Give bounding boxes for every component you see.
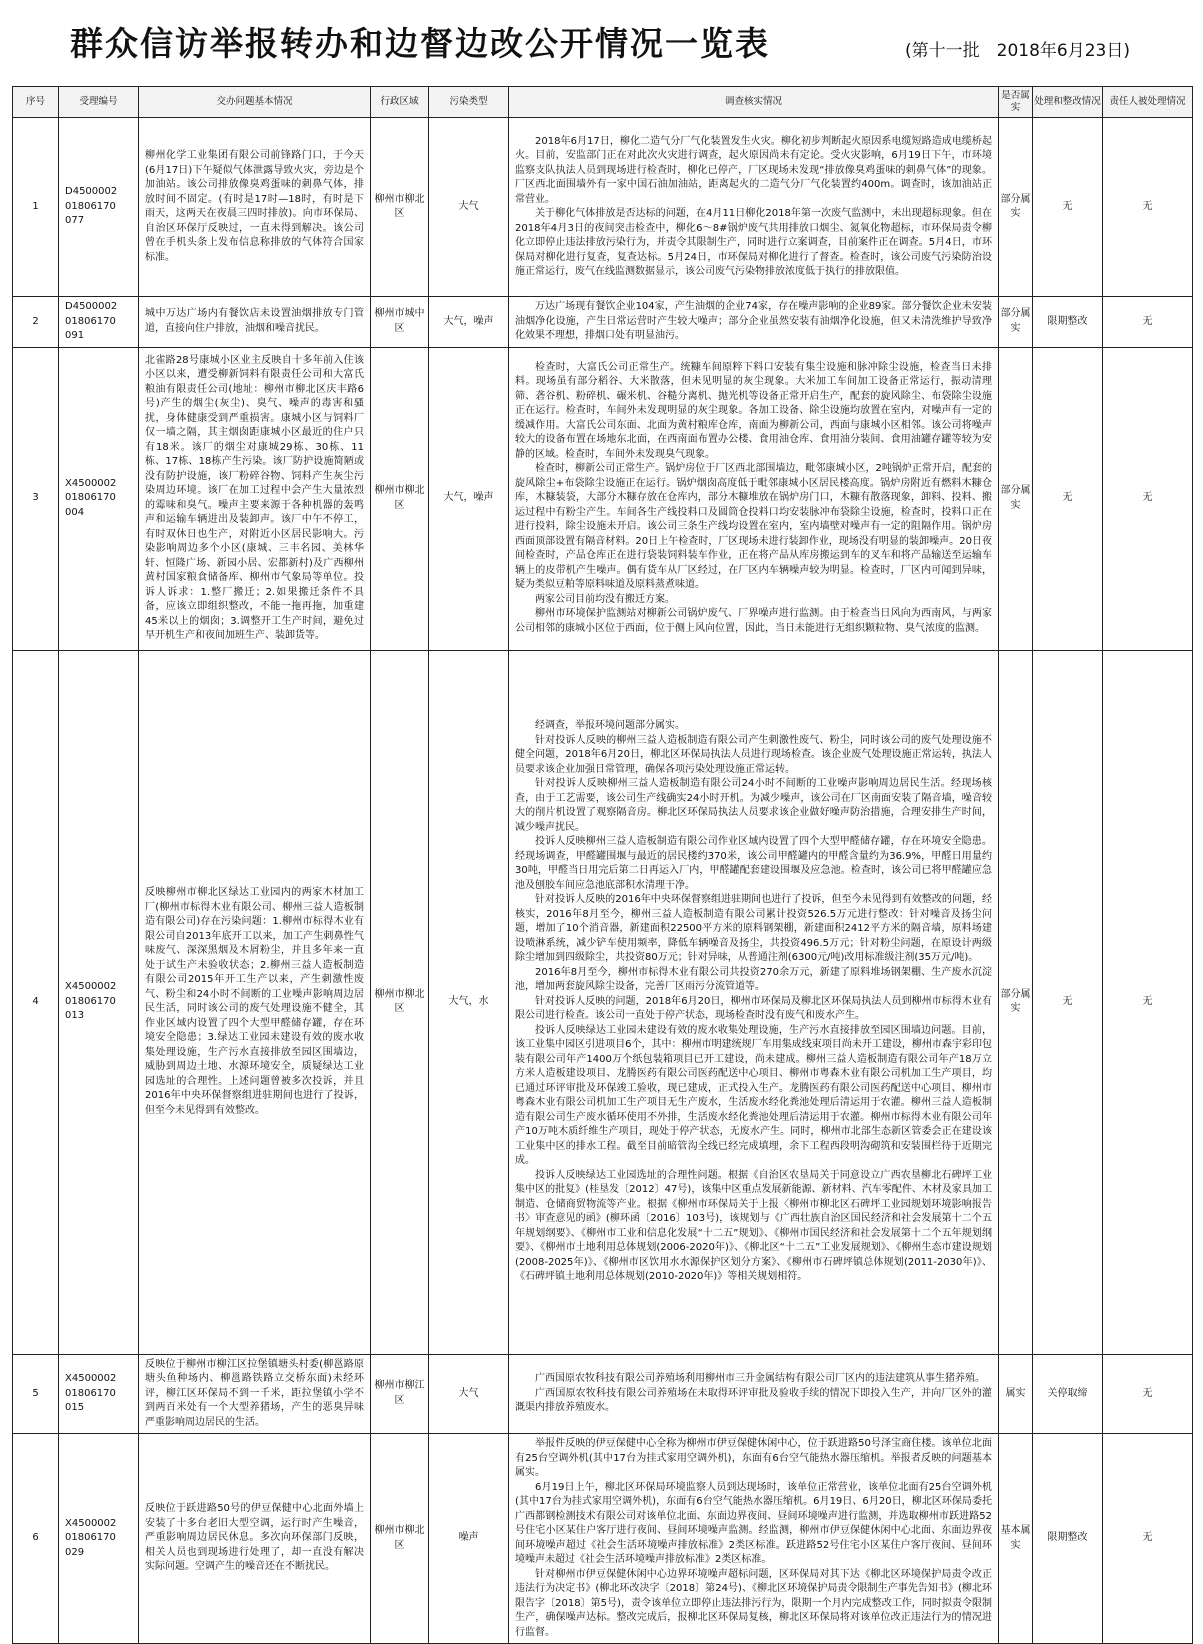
row-accountability: 无 [1103, 347, 1193, 650]
header-row [13, 87, 1193, 118]
table-row [13, 297, 1193, 348]
survey-paragraph: 6月19日上午，柳北区环保局环境监察人员到达现场时，该单位正常营业，该单位北面有25台空调外机(其中17台为挂式家用空调外机)，东面有6台空气能热水器压缩机。6月19日、6月20日，柳北区环保局委托广西都钢检测技术有限公司对该单位北面、东面边界夜间、昼间环境噪声进行监测，并选取柳州市跃进路52号住宅小区某住户客厅进行夜间、昼间环境噪声监测。经监测，柳州市伊豆保健休闲中心北面、东面边界夜间环境噪声超过《社会生活环境噪声排放标准》2类区标准。跃进路52号住宅小区某住户客厅夜间、昼间环境噪声未超过《社会生活环境噪声排放标准》2类区标准。 [515, 1481, 992, 1565]
report-table [12, 86, 1193, 1644]
survey-paragraph: 万达广场现有餐饮企业104家，产生油烟的企业74家，存在噪声影响的企业89家。部分餐饮企业未安装油烟净化设施，产生日常运营时产生较大噪声；部分企业虽然安装有油烟净化设施，但又未清洗维护导致净化效果不理想，排烟口处有明显油污。 [515, 301, 992, 341]
row-seq: 1 [13, 118, 59, 297]
survey-paragraph: 针对投诉人反映柳州三益人造板制造有限公司24小时不间断的工业噪声影响周边居民生活。经现场核查，由于工艺需要，该公司生产线确实24小时开机。为减少噪声，该公司在厂区南面安装了隔音墙，噪音较大的削片机设置了观察隔音房。柳北区环保局执法人员要求该企业做好噪声防治措施，合理安排生产时间，减少噪声扰民。 [515, 778, 992, 833]
row-verified: 属实 [999, 1354, 1033, 1434]
row-survey [509, 297, 999, 348]
row-survey [509, 118, 999, 297]
survey-paragraph: 两家公司目前均没有搬迁方案。 [535, 593, 675, 605]
row-region: 柳州市柳北区 [371, 118, 429, 297]
survey-paragraph: 2016年8月至今，柳州市标得木业有限公司共投资270余万元，新建了原料堆场钢架棚、生产废水沉淀池，增加两套旋风除尘设备，完善厂区雨污分流管道等。 [515, 966, 992, 993]
survey-paragraph: 针对柳州市伊豆保健休闲中心边界环境噪声超标问题，区环保局对其下达《柳北区环境保护局责令改正违法行为决定书》(柳北环改决字〔2018〕第24号)、《柳北区环境保护局责令限制生产事先告知书》(柳北环限告字〔2018〕第5号)，责令该单位立即停止违法排污行为，限期一个月内完成整改工作，同时拟责令限制生产，确保噪声达标。整改完成后，报柳北区环保局复核，柳北区环保局将对该单位改正违法行为的情况进行监督。 [515, 1568, 992, 1638]
row-code: X4500002 01806170 015 [59, 1354, 139, 1434]
row-verified: 部分属实 [999, 650, 1033, 1354]
survey-paragraph: 检查时，柳新公司正常生产。锅炉房位于厂区西北部围墙边，毗邻康城小区，2吨锅炉正常开启，配套的旋风除尘+布袋除尘设施正在运行。锅炉烟囱高度低于毗邻康城小区居民楼高度。锅炉房附近有燃料木糠仓库，木糠装袋，大部分木糠存放在仓库内，部分木糠堆放在锅炉房门口，木糠有散落现象，卸料、投料、搬运过程中有粉尘产生。车间各生产线投料口及圆筒仓投料口均安装脉冲布袋除尘设施，检查时，投料口正在进行投料，除尘设施未开启。该公司三条生产线均设置在室内，室内墙壁对噪声有一定的阻隔作用。锅炉房西面顶部设置有隔音材料。20日上午检查时，厂区现场未进行装卸作业，现场没有明显的装卸噪声。20日夜间检查时，产品仓库正在进行袋装饲料装车作业，正在将产品从库房搬运到车的叉车和将产品输送至运输车辆上的皮带机产生噪声。偶有货车从厂区经过，在厂区内车辆噪声较为明显。检查时，厂区内可闻到异味，疑为类似豆粕等原料味道及原料蒸煮味道。 [515, 463, 992, 591]
row-survey [509, 1434, 999, 1644]
header-verified: 是否属实 [999, 87, 1033, 118]
row-handling: 无 [1033, 347, 1103, 650]
row-seq: 2 [13, 297, 59, 348]
survey-paragraph: 投诉人反映柳州三益人造板制造有限公司作业区域内设置了四个大型甲醛储存罐，存在环境安全隐患。经现场调查，甲醛罐围堰与最近的居民楼约370米，该公司甲醛罐内的甲醛含量约为36.9%，甲醛日用量约30吨，甲醛当日用完后第二日再运入厂内，甲醛罐配套建设围堰及应急池。检查时，该公司已将甲醛罐应急池及刨胶车间应急池底部积水清理干净。 [515, 836, 992, 891]
table-row [13, 1434, 1193, 1644]
survey-paragraph: 广西国原农牧科技有限公司养殖场利用柳州市三升金属结构有限公司厂区内的违法建筑从事生猪养殖。 [535, 1373, 985, 1384]
row-verified: 部分属实 [999, 297, 1033, 348]
row-pollution: 大气 [429, 118, 509, 297]
row-issue: 反映位于跃进路50号的伊豆保健中心北面外墙上安装了十多台老旧大型空调，运行时产生噪音，严重影响周边居民休息。多次向环保部门反映，相关人员也到现场进行处理了，却一直没有解决实际问题。空调产生的噪音还在不断扰民。 [139, 1434, 371, 1644]
row-accountability: 无 [1103, 118, 1193, 297]
survey-paragraph: 2018年6月17日，柳化二造气分厂气化装置发生火灾。柳化初步判断起火原因系电缆短路造成电缆桥起火。目前，安监部门正在对此次火灾进行调查，起火原因尚未有定论。受火灾影响，6月19日下午，市环境监察支队执法人员到现场进行检查时，柳化已停产，厂区现场未发现“排放像臭鸡蛋味的刺鼻气体”的现象。厂区西北面围墙外有一家中国石油加油站，距离起火的二造气分厂气化装置约400m。调查时，该加油站正常营业。 [515, 135, 992, 205]
row-issue: 北雀路28号康城小区业主反映自十多年前入住该小区以来，遭受柳新饲料有限责任公司和大富氏粮油有限责任公司(地址：柳州市柳北区庆丰路6号)产生的烟尘(灰尘)、臭气、噪声的毒害和骚扰，身体健康受到严重损害。康城小区与饲料厂仅一墙之隔，其主烟囱距康城小区最近的住户只有18米。该厂的烟尘对康城29栋、30栋、11栋、17栋、18栋产生污染。该厂防护设施简陋或没有防护设施，该厂粉碎谷物、饲料产生灰尘污染周边环境。该厂在加工过程中会产生大量浓烈的霉味和臭气。噪声主要来源于各种机器的轰鸣声和运输车辆进出及装卸声。该厂中午不停工，有时双休日也生产，对附近小区居民影响大。污染影响周边多个小区(康城、三丰名园、美林华轩、恒隆广场、新园小居、宏都新村)及广西柳州黄村国家粮食储备库、柳州市气象局等单位。投诉人诉求：1.整厂搬迁；2.如果搬迁条件不具备，应该立即组织整改，不能一拖再拖，加重建45米以上的烟囱；3.调整开工生产时间，避免过早开机生产和夜间加班生产、装卸货等。 [139, 347, 371, 650]
row-pollution: 大气 [429, 1354, 509, 1434]
row-region: 柳州市柳北区 [371, 650, 429, 1354]
row-seq: 4 [13, 650, 59, 1354]
row-verified: 部分属实 [999, 118, 1033, 297]
row-pollution: 大气，噪声 [429, 297, 509, 348]
row-region: 柳州市柳北区 [371, 347, 429, 650]
row-accountability: 无 [1103, 1354, 1193, 1434]
row-survey [509, 1354, 999, 1434]
table-row [13, 1354, 1193, 1434]
header-seq: 序号 [13, 87, 59, 118]
row-issue: 柳州化学工业集团有限公司前锋路门口，于今天(6月17日)下午疑似气体泄露导致火灾，旁边是个加油站。该公司排放像臭鸡蛋味的刺鼻气体，排放时间不固定。(有时是17时—18时，有时是下雨天，这两天在夜晨三四时排放)。向市环保局、自治区环保厅反映过，一直未得到解决。该公司曾在手机头条上发布信息称排放的气体符合国家标准。 [139, 118, 371, 297]
row-region: 柳州市城中区 [371, 297, 429, 348]
row-region: 柳州市柳江区 [371, 1354, 429, 1434]
survey-paragraph: 针对投诉人反映的柳州三益人造板制造有限公司产生刺激性废气、粉尘，同时该公司的废气处理设施不健全问题，2018年6月20日，柳北区环保局执法人员进行现场检查。该企业废气处理设施正常运转，执法人员要求该企业加强日常管理，确保各项污染处理设施正常运转。 [515, 734, 992, 775]
survey-paragraph: 广西国原农牧科技有限公司养殖场在未取得环评审批及验收手续的情况下即投入生产，并向厂区外的灌溉渠内排放养殖废水。 [515, 1387, 992, 1413]
page-title: 群众信访举报转办和边督边改公开情况一览表 [70, 24, 770, 63]
header-accountability: 责任人被处理情况 [1103, 87, 1193, 118]
header-issue: 交办问题基本情况 [139, 87, 371, 118]
table-body [13, 118, 1193, 1644]
row-seq: 6 [13, 1434, 59, 1644]
row-survey [509, 347, 999, 650]
row-seq: 5 [13, 1354, 59, 1434]
row-accountability: 无 [1103, 297, 1193, 348]
row-issue: 城中万达广场内有餐饮店未设置油烟排放专门管道，直接向住户排放，油烟和噪音扰民。 [139, 297, 371, 348]
row-handling: 无 [1033, 118, 1103, 297]
survey-paragraph: 举报件反映的伊豆保健中心全称为柳州市伊豆保健休闲中心，位于跃进路50号泽宝商住楼。该单位北面有25台空调外机(其中17台为挂式家用空调外机)，东面有6台空气能热水器压缩机。举报者反映的问题基本属实。 [515, 1438, 992, 1478]
row-code: X4500002 01806170 004 [59, 347, 139, 650]
row-code: X4500002 01806170 029 [59, 1434, 139, 1644]
survey-paragraph: 经调查，举报环境问题部分属实。 [535, 720, 685, 732]
row-accountability: 无 [1103, 650, 1193, 1354]
table-row [13, 650, 1193, 1354]
survey-paragraph: 针对投诉人反映的问题，2018年6月20日，柳州市环保局及柳北区环保局执法人员到柳州市标得木业有限公司进行检查。该公司一直处于停产状态，现场检查时没有废气和废水产生。 [515, 995, 992, 1022]
survey-paragraph: 投诉人反映绿达工业园选址的合理性问题。根据《自治区农垦局关于同意设立广西农垦柳北石碑坪工业集中区的批复》(桂垦发〔2012〕47号)，该集中区重点发展新能源、新材料、汽车零配件、木材及家具加工制造、仓储商贸物流等产业。根据《柳州市环保局关于上报〈柳州市柳北区石碑坪工业园规划环境影响报告书〉审查意见的函》(柳环函〔2016〕103号)，该规划与《广西壮族自治区国民经济和社会发展第十二个五年规划纲要》、《柳州市工业和信息化发展“十二五”规划》、《柳州市国民经济和社会发展第十二个五年规划纲要》、《柳州市土地利用总体规划(2006-2020年)》、《柳北区“十二五”工业发展规划》、《柳州生态市建设规划(2008-2025年)》、《柳州市区饮用水水源保护区划分方案》、《柳州市石碑坪镇总体规划(2011-2030年)》、《石碑坪镇土地利用总体规划(2010-2020年)》等相关规划相符。 [515, 1169, 992, 1283]
survey-paragraph: 检查时，大富氏公司正常生产。统糠车间原粹下料口安装有集尘设施和脉冲除尘设施，检查当日未排料。现场虽有部分稻谷、大米散落，但未见明显的灰尘现象。大米加工车间加工设备正常运行，振动清理筛、砻谷机、粉碎机、碾米机、谷糙分离机、抛光机等设备正常开启生产，配套的旋风除尘、布袋除尘设施正在运行。检查时，车间外未发现明显的灰尘现象。各加工设备、除尘设施均放置在室内，对噪声有一定的缓减作用。大富氏公司东面、北面为黄村粮库仓库，南面为柳新公司，西面与康城小区相邻。该公司将噪声较大的设备布置在场地东北面，在西南面布置办公楼、食用油仓库、食用油分装间、食用油罐存罐等较为安静的区域。检查时，车间外未发现臭气现象。 [515, 361, 992, 460]
row-survey [509, 650, 999, 1354]
header-region: 行政区域 [371, 87, 429, 118]
row-region: 柳州市柳北区 [371, 1434, 429, 1644]
table-row [13, 347, 1193, 650]
row-verified: 部分属实 [999, 347, 1033, 650]
row-code: D4500002 01806170 077 [59, 118, 139, 297]
survey-paragraph: 投诉人反映绿达工业园未建设有效的废水收集处理设施，生产污水直接排放至园区围墙边问题。目前，该工业集中园区引进项目6个，其中：柳州市明建统规厂车用集成线束项目尚未开工建设，柳州市森宇彩印包装有限公司年产1400万个纸包装箱项目已开工建设，尚未建成。柳州三益人造板制造有限公司年产18万立方米人造板建设项目、龙腾医药有限公司医药配送中心项目、柳州市粤森木业有限公司机加工生产项目，均已通过环评审批及环保竣工验收，现已建成，正式投入生产。龙腾医药有限公司医药配送中心项目、柳州市粤森木业有限公司机加工生产项目无生产废水，生活废水经化粪池处理后清运用于农灌。柳州三益人造板制造有限公司生产废水循环使用不外排，生活废水经化粪池处理后清运用于农灌。柳州市标得木业有限公司年产10万吨木质纤维生产项目，现处于停产状态，无废水产生。同时，柳州市北部生态新区管委会正在建设该工业集中区的排水工程。截至目前暗管沟全线已经完成填埋，余下工程西段明沟砌筑和安装围栏待于近期完成。 [515, 1024, 992, 1167]
row-issue: 反映柳州市柳北区绿达工业园内的两家木材加工厂(柳州市标得木业有限公司、柳州三益人造板制造有限公司)存在污染问题：1.柳州市标得木业有限公司自2013年底开工以来，加工产生刺鼻性气味废气、深深黑烟及木屑粉尘，并且多年来一直处于试生产未验收状态；2.柳州三益人造板制造有限公司2015年开工生产以来，产生刺激性废气、粉尘和24小时不间断的工业噪声影响周边居民生活，同时该公司的废气处理设施不健全，其作业区域内设置了四个大型甲醛储存罐，存在环境安全隐患；3.绿达工业园未建设有效的废水收集处理设施，生产污水直接排放至园区围墙边，威胁到周边土地、水源环境安全，质疑绿达工业园选址的合理性。上述问题曾被多次投诉，并且2016年中央环保督察组进驻期间也进行了投诉，但至今未见得到有效整改。 [139, 650, 371, 1354]
row-code: X4500002 01806170 013 [59, 650, 139, 1354]
row-code: D4500002 01806170 091 [59, 297, 139, 348]
row-seq: 3 [13, 347, 59, 650]
batch-date: (第十一批 2018年6月23日) [905, 41, 1130, 61]
survey-paragraph: 针对投诉人反映的2016年中央环保督察组进驻期间也进行了投诉，但至今未见得到有效整改的问题，经核实，2016年8月至今，柳州三益人造板制造有限公司累计投资526.5万元进行整改：针对噪音及扬尘问题，增加了10个消音器，新建面积22500平方米的原料钢架棚，新建面积2412平方米的隔音墙，原料场建设喷淋系统，减少铲车使用频率，降低车辆噪音及扬尘，共投资496.5万元；针对粉尘问题，在原设计两级除尘增加到四级除尘，共投资80万元；针对异味，从普通注剂(6300元/吨)改用标准级注剂(35万元/吨)。 [515, 894, 992, 964]
survey-paragraph: 关于柳化气体排放是否达标的问题，在4月11日柳化2018年第一次废气监测中，未出现超标现象。但在2018年4月3日的夜间突击检查中，柳化6～8#锅炉废气共用排放口烟尘、氮氧化物超标，市环保局责令柳化立即停止违法排放污染行为，并责令其限制生产，同时进行立案调查，目前案件正在调查。5月4日，市环保局对柳化进行复查，复查达标。5月24日，市环保局对柳化进行了督查。检查时，该公司废气污染防治设施正常运行，废气在线监测数据显示，该公司废气污染物排放浓度低于执行的排放限值。 [515, 208, 992, 277]
table-row [13, 118, 1193, 297]
row-handling: 关停取缔 [1033, 1354, 1103, 1434]
header-pollution: 污染类型 [429, 87, 509, 118]
header-survey: 调查核实情况 [509, 87, 999, 118]
row-pollution: 大气，噪声 [429, 347, 509, 650]
header-handling: 处理和整改情况 [1033, 87, 1103, 118]
row-pollution: 大气，水 [429, 650, 509, 1354]
row-handling: 无 [1033, 650, 1103, 1354]
header-code: 受理编号 [59, 87, 139, 118]
survey-paragraph: 柳州市环境保护监测站对柳新公司锅炉废气、厂界噪声进行监测。由于检查当日风向为西南风，与两家公司相邻的康城小区位于西面，位于侧上风向位置，因此，当日未能进行无组织颗粒物、臭气浓度的监测。 [515, 608, 992, 634]
row-handling: 限期整改 [1033, 1434, 1103, 1644]
row-handling: 限期整改 [1033, 297, 1103, 348]
row-issue: 反映位于柳州市柳江区拉堡镇塘头村委(柳邕路原塘头鱼种场内、柳邕路铁路立交桥东面)未经环评，柳江区环保局不到一千米，距拉堡镇小学不到两百米处有一个大型养猪场，产生的恶臭异味严重影响周边居民的生活。 [139, 1354, 371, 1434]
row-verified: 基本属实 [999, 1434, 1033, 1644]
row-accountability: 无 [1103, 1434, 1193, 1644]
row-pollution: 噪声 [429, 1434, 509, 1644]
